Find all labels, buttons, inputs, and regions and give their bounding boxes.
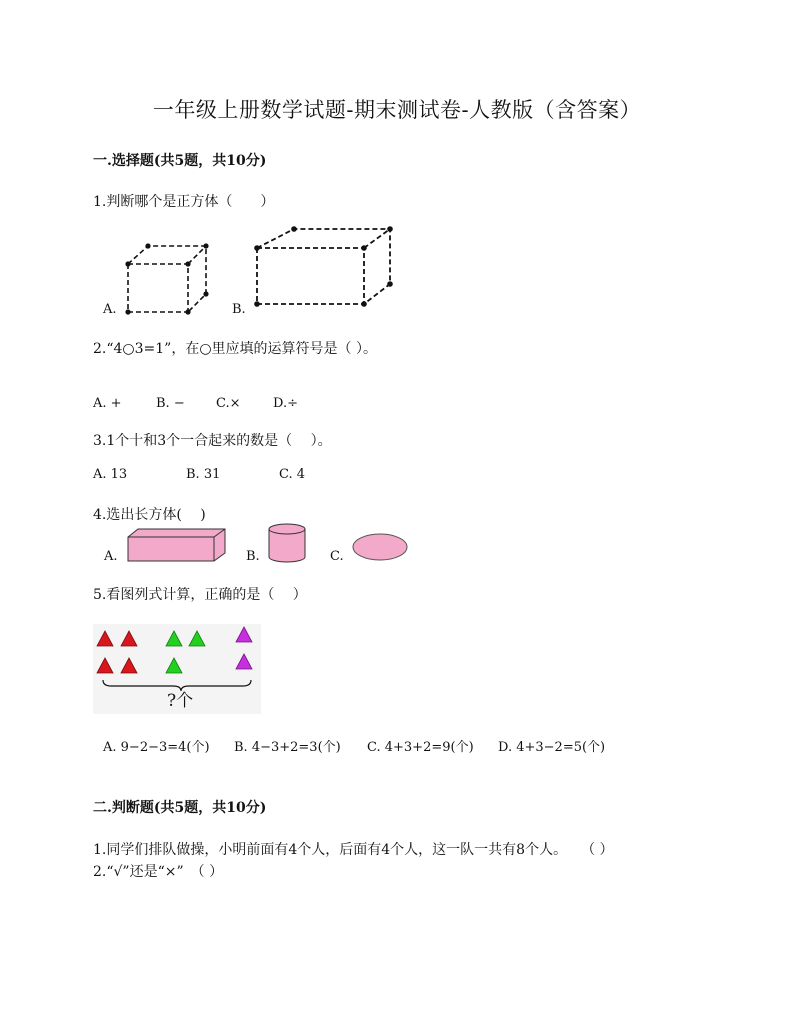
q4-option-b-label: B. bbox=[246, 549, 260, 564]
q3-option-b: B. 31 bbox=[186, 467, 221, 482]
q5-option-a: A. 9−2−3=4(个) bbox=[103, 740, 210, 755]
question-3-text: 3.1个十和3个一合起来的数是（ ）。 bbox=[93, 433, 332, 449]
cuboid-pink-figure bbox=[126, 527, 228, 563]
q3-option-c: C. 4 bbox=[279, 467, 306, 482]
q2-option-a: A. + bbox=[93, 396, 122, 411]
cube-figure bbox=[100, 236, 220, 316]
q4-option-c-label: C. bbox=[330, 549, 344, 564]
figure-question-label: ?个 bbox=[167, 691, 194, 711]
q1-option-b-label: B. bbox=[232, 302, 246, 317]
cuboid-figure bbox=[250, 224, 398, 308]
q4-option-a-label: A. bbox=[104, 549, 118, 564]
judgment-question-2: 2.“√”还是“×” （ ） bbox=[93, 864, 224, 880]
q5-option-b: B. 4−3+2=3(个) bbox=[234, 740, 341, 755]
question-4-text: 4.选出长方体( ) bbox=[93, 507, 206, 523]
judgment-question-1: 1.同学们排队做操，小明前面有4个人，后面有4个人，这一队一共有8个人。 （ ） bbox=[93, 842, 614, 858]
question-5-text: 5.看图列式计算，正确的是（ ） bbox=[93, 587, 307, 603]
q5-option-d: D. 4+3−2=5(个) bbox=[498, 740, 606, 755]
q1-option-a-label: A. bbox=[103, 302, 117, 317]
section-heading-choice: 一.选择题(共5题，共10分) bbox=[93, 153, 267, 169]
page-title: 一年级上册数学试题-期末测试卷-人教版（含答案） bbox=[152, 98, 642, 122]
ellipsoid-figure bbox=[350, 531, 410, 563]
question-2-text: 2.“4○3=1”，在○里应填的运算符号是（ ）。 bbox=[93, 341, 378, 357]
q5-option-c: C. 4+3+2=9(个) bbox=[367, 740, 474, 755]
q2-option-d: D.÷ bbox=[273, 396, 298, 411]
q3-option-a: A. 13 bbox=[93, 467, 128, 482]
section-heading-judgment: 二.判断题(共5题，共10分) bbox=[93, 800, 267, 816]
cylinder-figure bbox=[266, 522, 308, 564]
q2-option-b: B. − bbox=[156, 396, 185, 411]
question-1-text: 1.判断哪个是正方体（ ） bbox=[93, 194, 275, 210]
q2-option-c: C.× bbox=[216, 396, 241, 411]
